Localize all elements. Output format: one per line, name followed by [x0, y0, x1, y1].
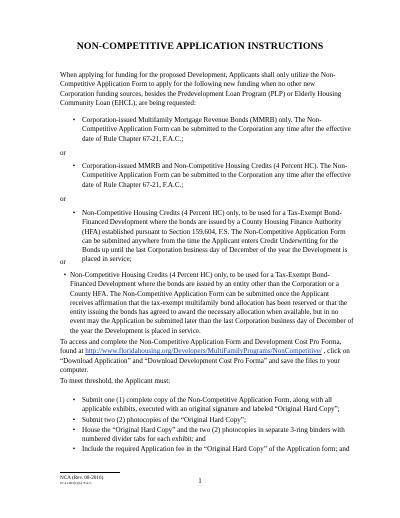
- threshold-item-4: Include the required Application fee in the “Original Hard Copy” of the Application form; and: [82, 445, 350, 453]
- page-title: NON-COMPETITIVE APPLICATION INSTRUCTIONS: [76, 41, 324, 52]
- bullet-marker: •: [72, 116, 76, 124]
- funding-option-1: Corporation-issued Multifamily Mortgage Revenue Bonds (MMRB) only. The Non-Competitive Application Form can be submitted to the Corporation any time after the effective date of Rule Chapter 67-21, F.A.C.;: [82, 116, 351, 143]
- threshold-intro: To meet threshold, the Applicant must:: [60, 377, 171, 385]
- bullet-marker: •: [63, 271, 67, 279]
- or-separator: or: [60, 258, 66, 266]
- bullet-marker: •: [72, 445, 76, 453]
- funding-option-3: Non-Competitive Housing Credits (4 Percent HC) only, to be used for a Tax-Exempt Bond-Financed Development where the bonds are issued by a County Housing Finance Authority (HFA) established pursuant to Section 159.604, F.S. The Non-Competitive Application Form can be submitted anywhere from the time the Applicant enters Credit Underwriting for the Bonds up until the last Corporation business day of December of the year the Development is placed in service;: [82, 209, 348, 264]
- access-text: To access and complete the Non-Competitive Application Form and Development Cost Pro Forma, found at: [60, 338, 342, 356]
- threshold-item-1: Submit one (1) complete copy of the Non-Competitive Application Form, along with all applicable exhibits, executed with an original signature and labeled “Original Hard Copy”;: [82, 396, 340, 414]
- page-footer: [60, 475, 103, 486]
- rule-reference: 67-21.003(1)(b), F.A.C.: [60, 481, 93, 486]
- bullet-marker: •: [72, 396, 76, 404]
- application-download-link[interactable]: http://www.floridahousing.org/Developers/MultiFamilyPrograms/NonCompetitive/: [85, 347, 322, 356]
- threshold-item-2: Submit two (2) photocopies of the “Original Hard Copy”;: [82, 416, 246, 424]
- form-revision: NCA (Rev. 08-2016): [60, 475, 104, 481]
- page-number: 1: [198, 477, 202, 485]
- footer-divider: [60, 472, 120, 473]
- access-paragraph: [60, 338, 352, 375]
- bullet-marker: •: [72, 426, 76, 434]
- funding-option-4: Non-Competitive Housing Credits (4 Percent HC) only, to be used for a Tax-Exempt Bond-Financed Development where the bonds are issued by an entity other than the Corporation or a County HFA. The Non-Competitive Application Form can be submitted once the Applicant receives affirmation that the tax-exempt multifamily bond allocation has been reserved or that the entity issuing the bonds has agreed to award the necessary allocation when available, but in no event may the Application be submitted later than the last Corporation business day of December of the year the Development is placed in service.: [70, 271, 354, 335]
- intro-paragraph: When applying for funding for the proposed Development, Applicants shall only utilize the Non-Competitive Application Form to apply for the following new funding when no other new Corporation funding sources, besides the Predevelopment Loan Program (PLP) or Elderly Housing Community Loan (EHCL), are being requested:: [60, 71, 342, 107]
- funding-option-2: Corporation-issued MMRB and Non-Competitive Housing Credits (4 Percent HC). The Non-Competitive Application Form can be submitted to the Corporation any time after the effective date of Rule Chapter 67-21, F.A.C.;: [82, 162, 351, 189]
- bullet-marker: •: [72, 162, 76, 170]
- bullet-marker: •: [72, 416, 76, 424]
- threshold-item-3: House the “Original Hard Copy” and the two (2) photocopies in separate 3-ring binders with numbered divider tabs for each exhibit; and: [82, 426, 345, 444]
- bullet-marker: •: [72, 209, 76, 217]
- access-text-end: , click on “Download Application” and “Download Development Cost Pro Forma” and save the files to your computer.: [60, 347, 350, 374]
- or-separator: or: [60, 149, 66, 157]
- or-separator: or: [60, 195, 66, 203]
